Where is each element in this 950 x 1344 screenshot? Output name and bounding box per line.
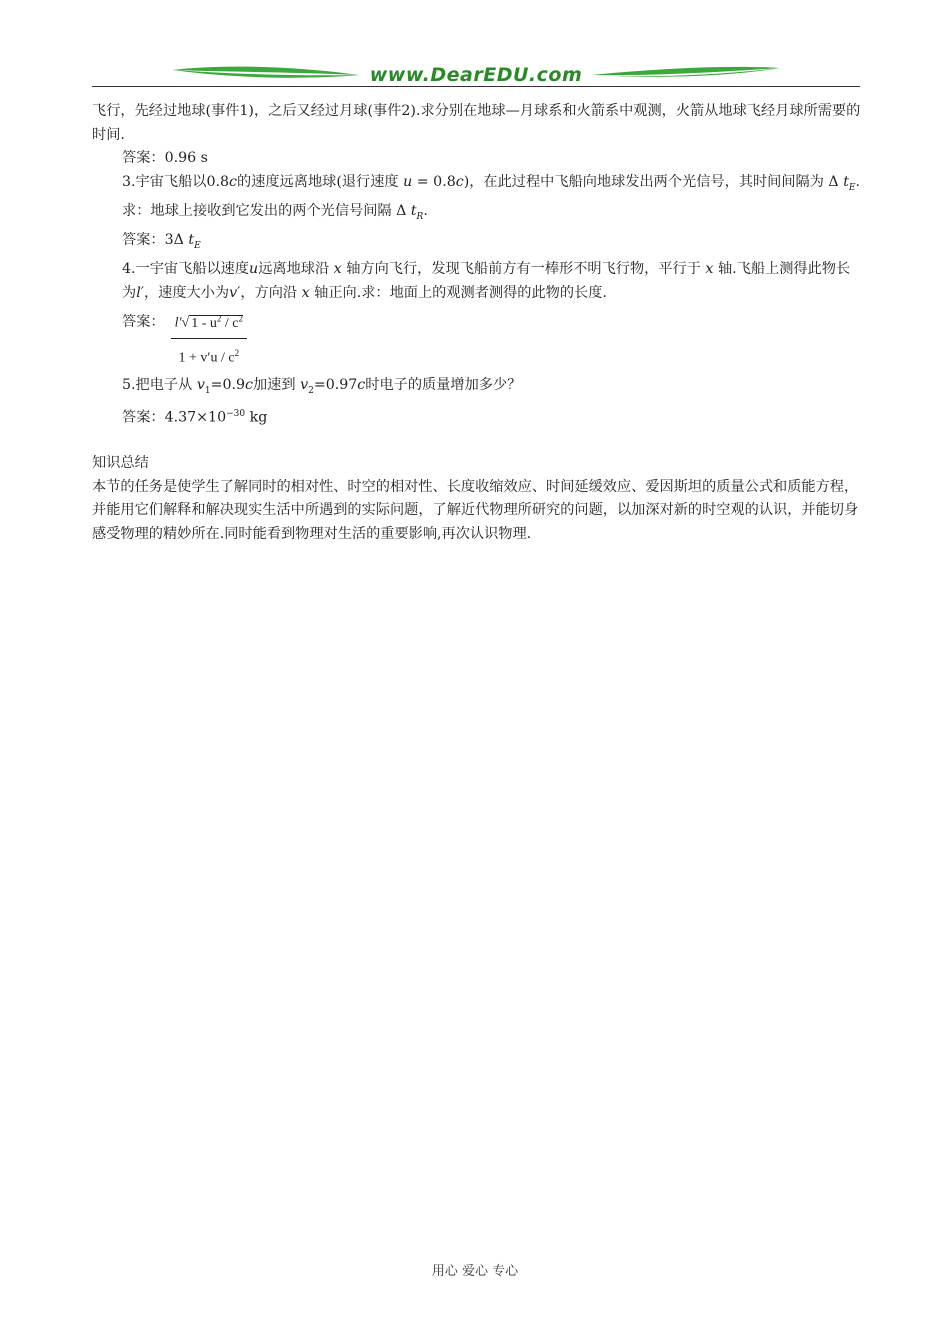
question-continuation: 飞行，先经过地球(事件1)，之后又经过月球(事件2).求分别在地球—月球系和火箭系中观测，火箭从地球飞经月球所需要的时间. — [92, 103, 861, 143]
summary-text: 本节的任务是使学生了解同时的相对性、时空的相对性、长度收缩效应、时间延缓效应、爱因斯坦的质量公式和质能方程，并能用它们解释和解决现实生活中所遇到的实际问题，了解近代物理所研究的问题，以加深对新的时空观的认识，并能切身感受物理的精妙所在.同时能看到物理对生活的重要影响,再次认识物理. — [92, 478, 859, 542]
page-footer: 用心 爱心 专心 — [431, 1264, 519, 1279]
document-body — [92, 100, 862, 546]
header-site-logo: www.DearEDU.com — [369, 64, 583, 86]
header-rule — [92, 86, 860, 87]
question-3: 3.宇宙飞船以0.8c的速度远离地球(退行速度 u = 0.8c)，在此过程中飞船向地球发出两个光信号，其时间间隔为 Δ $t_E$.求：地球上接收到它发出的两个光信号间隔 Δ $t_R$. — [122, 173, 860, 222]
answer-5: 答案：$4.37\times 10^{-30}$ kg — [122, 409, 268, 426]
question-5: 5.把电子从 $v_1=0.9c$加速到 $v_2=0.97c$时电子的质量增加多少？ — [122, 376, 522, 396]
page-header — [92, 62, 860, 88]
answer-2: 答案：0.96 s — [122, 150, 208, 166]
answer-3: 答案：3Δ $t_E$ — [122, 232, 201, 251]
answer-4-formula: $\frac{l'√ 1 - u^2 / c^2}{1 + v'u / c^2}$ — [171, 307, 247, 369]
summary-title: 知识总结 — [92, 455, 149, 472]
question-4: 4.一宇宙飞船以速度u远离地球沿 x 轴方向飞行，发现飞船前方有一棒形不明飞行物，平行于 x 轴.飞船上测得此物长为l′，速度大小为v′，方向沿 x 轴正向.求：地面上的观测者测得的此物的长度. — [122, 261, 851, 301]
answer-4-label: 答案： — [122, 314, 165, 331]
answer-4 — [92, 311, 862, 369]
